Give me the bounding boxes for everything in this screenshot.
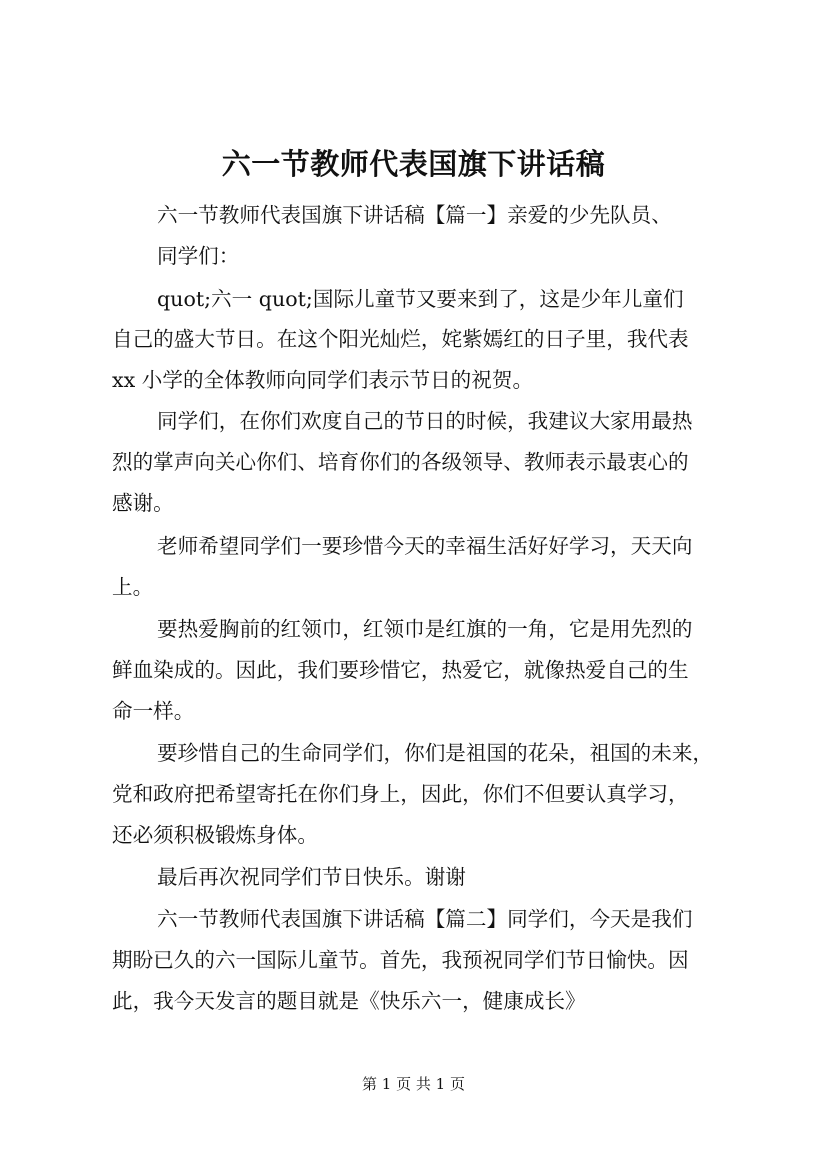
- text-line: 同学们，在你们欢度自己的节日的时候，我建议大家用最热: [157, 409, 693, 433]
- text-line: 六一节教师代表国旗下讲话稿【篇二】同学们，今天是我们: [157, 907, 693, 931]
- text-line: 感谢。: [112, 491, 174, 515]
- text-line: 还必须积极锻炼身体。: [112, 823, 318, 847]
- text-line: 老师希望同学们一要珍惜今天的幸福生活好好学习，天天向: [157, 534, 693, 558]
- text-line: 自己的盛大节日。在这个阳光灿烂，姹紫嫣红的日子里，我代表: [112, 327, 689, 351]
- text-line: 同学们：: [157, 244, 240, 268]
- text-line: 此，我今天发言的题目就是《快乐六一，健康成长》: [112, 989, 586, 1013]
- text-line: 要热爱胸前的红领巾，红领巾是红旗的一角，它是用先烈的: [157, 617, 693, 641]
- text-line: 命一样。: [112, 699, 195, 723]
- page-number-footer: 第 1 页 共 1 页: [362, 1075, 465, 1093]
- text-line: 期盼已久的六一国际儿童节。首先，我预祝同学们节日愉快。因: [112, 948, 689, 972]
- text-line: xx 小学的全体教师向同学们表示节日的祝贺。: [112, 368, 534, 392]
- text-line: 烈的掌声向关心你们、培育你们的各级领导、教师表示最衷心的: [112, 450, 689, 474]
- text-line: 最后再次祝同学们节日快乐。谢谢: [157, 865, 466, 889]
- text-line: quot;六一 quot;国际儿童节又要来到了，这是少年儿童们: [157, 287, 684, 311]
- text-line: 党和政府把希望寄托在你们身上，因此，你们不但要认真学习，: [112, 782, 689, 806]
- document-title: 六一节教师代表国旗下讲话稿: [221, 147, 606, 181]
- text-line: 要珍惜自己的生命同学们，你们是祖国的花朵，祖国的未来，: [157, 741, 714, 765]
- text-line: 六一节教师代表国旗下讲话稿【篇一】亲爱的少先队员、: [157, 203, 672, 227]
- text-line: 上。: [112, 575, 154, 599]
- text-line: 鲜血染成的。因此，我们要珍惜它，热爱它，就像热爱自己的生: [112, 658, 689, 682]
